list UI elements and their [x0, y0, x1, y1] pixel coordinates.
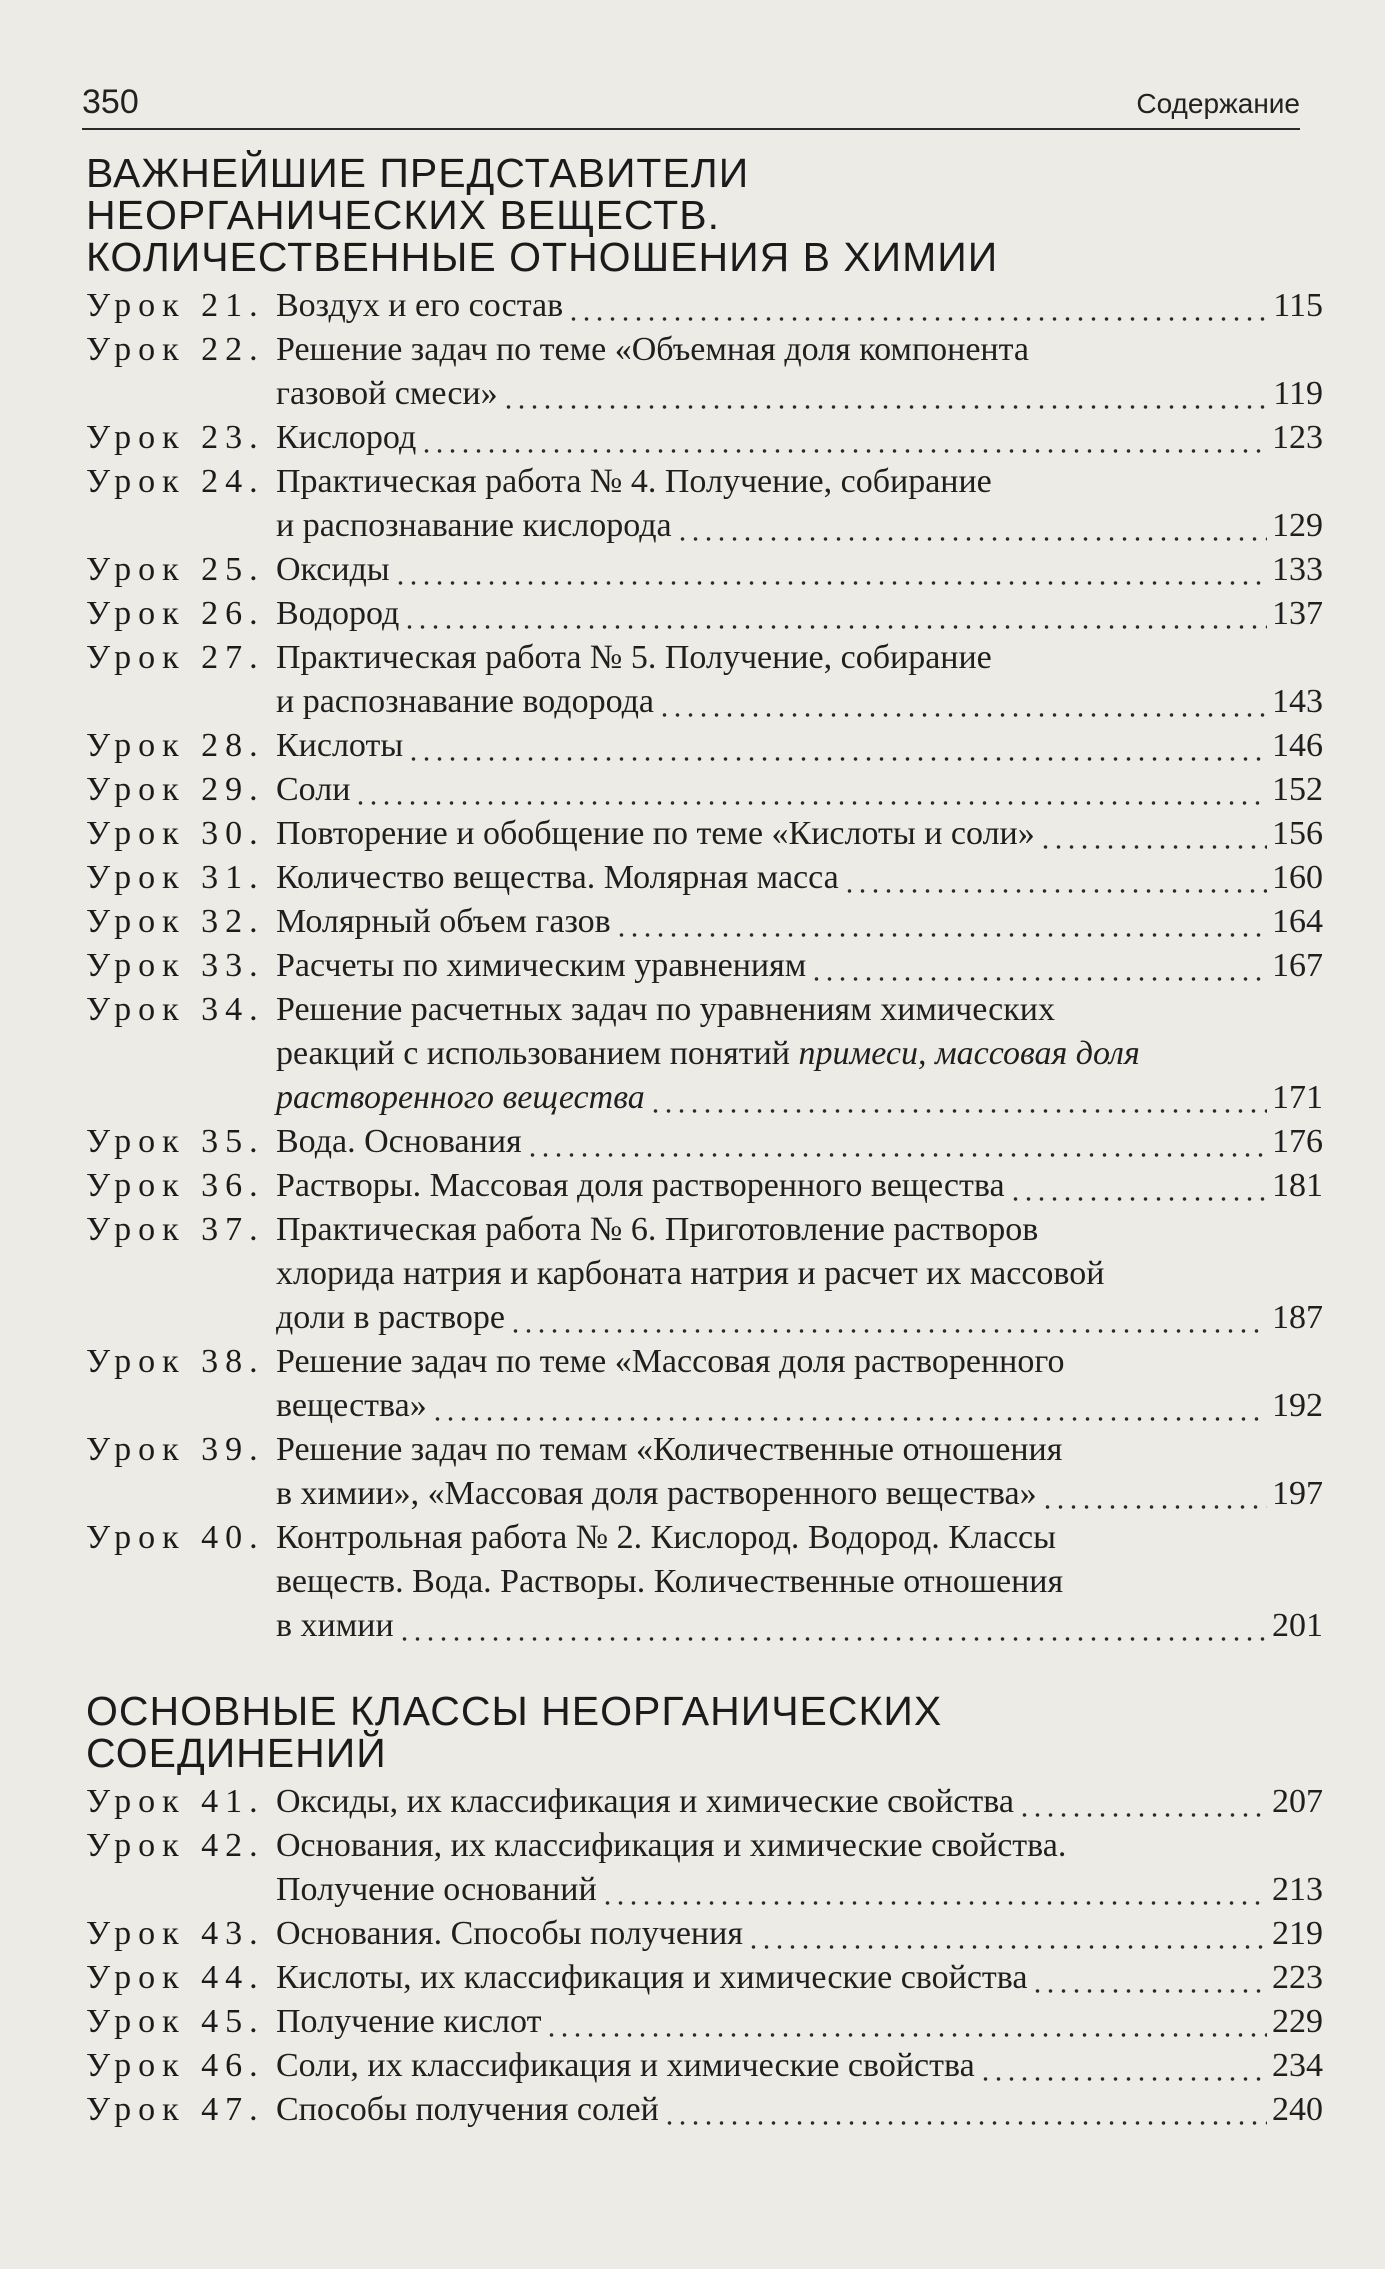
page-number: 350 — [82, 83, 139, 121]
dot-leader — [526, 1134, 1267, 1164]
entry-title-line: Воздух и его состав — [276, 287, 564, 324]
dot-leader — [1009, 1178, 1267, 1208]
entry-body — [276, 1428, 1323, 1516]
page-reference: 119 — [1273, 375, 1323, 412]
entry-last-line — [276, 416, 1323, 460]
toc-entry[interactable] — [86, 1780, 1323, 1824]
lesson-number: Урок 47. — [86, 2091, 265, 2128]
dot-leader — [843, 870, 1267, 900]
entry-last-line — [276, 2000, 1323, 2044]
page-reference: 229 — [1272, 2003, 1323, 2040]
toc-entry[interactable] — [86, 1428, 1323, 1516]
lesson-number: Урок 40. — [86, 1519, 265, 1556]
entry-body — [276, 2000, 1323, 2044]
page-reference: 160 — [1272, 859, 1323, 896]
page-reference: 213 — [1272, 1871, 1323, 1908]
toc-entry[interactable] — [86, 416, 1323, 460]
dot-leader — [394, 562, 1267, 592]
toc-entry[interactable] — [86, 636, 1323, 724]
entry-title-line: Молярный объем газов — [276, 903, 611, 940]
entry-last-line — [276, 768, 1323, 812]
lesson-number: Урок 25. — [86, 551, 265, 588]
entry-title-line: Решение задач по теме «Массовая доля растворенного — [276, 1343, 1065, 1380]
entry-body — [276, 416, 1323, 460]
dot-leader — [403, 606, 1267, 636]
entry-last-line — [276, 1120, 1323, 1164]
lesson-number: Урок 34. — [86, 991, 265, 1028]
page-reference: 143 — [1272, 683, 1323, 720]
entry-title-line: Соли — [276, 771, 351, 808]
dot-leader — [1041, 1486, 1267, 1516]
entry-title-line: Расчеты по химическим уравнениям — [276, 947, 807, 984]
toc-entry[interactable] — [86, 988, 1323, 1120]
entry-last-line — [276, 1472, 1323, 1516]
entry-title-line: Получение кислот — [276, 2003, 542, 2040]
entry-title-line: Практическая работа № 5. Получение, собирание — [276, 639, 992, 676]
page-reference: 129 — [1272, 507, 1323, 544]
entry-title-line: в химии», «Массовая доля растворенного вещества» — [276, 1475, 1037, 1512]
entry-title-line: Основания, их классификация и химические свойства. — [276, 1827, 1067, 1864]
entry-last-line — [276, 592, 1323, 636]
entry-last-line — [276, 1912, 1323, 1956]
table-of-contents — [86, 152, 1323, 2174]
lesson-number: Урок 30. — [86, 815, 265, 852]
entry-body — [276, 1824, 1323, 1912]
entry-title-line: Повторение и обобщение по теме «Кислоты и соли» — [276, 815, 1035, 852]
lesson-number: Урок 46. — [86, 2047, 265, 2084]
entry-body — [276, 856, 1323, 900]
dot-leader — [420, 430, 1267, 460]
dot-leader — [545, 2014, 1267, 2044]
page-reference: 234 — [1272, 2047, 1323, 2084]
toc-list — [86, 284, 1323, 1648]
dot-leader — [398, 1618, 1267, 1648]
entry-body — [276, 1164, 1323, 1208]
toc-entry[interactable] — [86, 2088, 1323, 2132]
lesson-number: Урок 36. — [86, 1167, 265, 1204]
entry-title-line: в химии — [276, 1607, 394, 1644]
entry-last-line — [276, 1164, 1323, 1208]
entry-last-line — [276, 548, 1323, 592]
entry-body — [276, 812, 1323, 856]
lesson-number: Урок 24. — [86, 463, 265, 500]
dot-leader — [601, 1882, 1267, 1912]
lesson-number: Урок 32. — [86, 903, 265, 940]
entry-last-line — [276, 1384, 1323, 1428]
entry-title-line: Практическая работа № 4. Получение, собирание — [276, 463, 992, 500]
lesson-number: Урок 41. — [86, 1783, 265, 1820]
lesson-number: Урок 29. — [86, 771, 265, 808]
dot-leader — [979, 2058, 1267, 2088]
entry-title-line: Оксиды — [276, 551, 390, 588]
entry-title-line: веществ. Вода. Растворы. Количественные отношения — [276, 1563, 1064, 1600]
toc-entry[interactable] — [86, 1956, 1323, 2000]
entry-last-line — [276, 900, 1323, 944]
lesson-number: Урок 31. — [86, 859, 265, 896]
lesson-number: Урок 22. — [86, 331, 265, 368]
page-reference: 176 — [1272, 1123, 1323, 1160]
entry-title-line: Способы получения солей — [276, 2091, 659, 2128]
entry-body — [276, 1120, 1323, 1164]
dot-leader — [509, 1310, 1267, 1340]
toc-entry[interactable] — [86, 724, 1323, 768]
toc-entry[interactable] — [86, 328, 1323, 416]
page-reference: 167 — [1272, 947, 1323, 984]
entry-body — [276, 1956, 1323, 2000]
entry-title-line: хлорида натрия и карбоната натрия и расчет их массовой — [276, 1255, 1105, 1292]
toc-entry[interactable] — [86, 2000, 1323, 2044]
lesson-number: Урок 44. — [86, 1959, 265, 1996]
lesson-number: Урок 43. — [86, 1915, 265, 1952]
entry-last-line — [276, 1868, 1323, 1912]
entry-title-line: Решение расчетных задач по уравнениям химических — [276, 991, 1055, 1028]
entry-title-line: и распознавание водорода — [276, 683, 655, 720]
entry-body — [276, 548, 1323, 592]
running-title: Содержание — [1136, 88, 1300, 119]
entry-title-line: Кислород — [276, 419, 417, 456]
lesson-number: Урок 23. — [86, 419, 265, 456]
page-reference: 171 — [1272, 1079, 1323, 1116]
lesson-number: Урок 45. — [86, 2003, 265, 2040]
toc-entry[interactable] — [86, 856, 1323, 900]
lesson-number: Урок 33. — [86, 947, 265, 984]
entry-last-line — [276, 1604, 1323, 1648]
lesson-number: Урок 39. — [86, 1431, 265, 1468]
dot-leader — [747, 1926, 1267, 1956]
dot-leader — [1018, 1794, 1267, 1824]
entry-title-line: Растворы. Массовая доля растворенного вещества — [276, 1167, 1005, 1204]
dot-leader — [1031, 1970, 1267, 2000]
entry-title-line: вещества» — [276, 1387, 427, 1424]
toc-entry[interactable] — [86, 900, 1323, 944]
lesson-number: Урок 28. — [86, 727, 265, 764]
entry-body — [276, 1340, 1323, 1428]
dot-leader — [502, 386, 1267, 416]
lesson-number: Урок 35. — [86, 1123, 265, 1160]
toc-entry[interactable] — [86, 2044, 1323, 2088]
toc-section — [86, 1690, 1323, 2132]
toc-entry[interactable] — [86, 1340, 1323, 1428]
toc-entry[interactable] — [86, 1516, 1323, 1648]
section-title-line: СОЕДИНЕНИЙ — [86, 1730, 387, 1776]
entry-title-line: Кислоты, их классификация и химические свойства — [276, 1959, 1028, 1996]
entry-last-line — [276, 856, 1323, 900]
toc-entry[interactable] — [86, 944, 1323, 988]
page-reference: 115 — [1273, 287, 1323, 324]
toc-entry[interactable] — [86, 460, 1323, 548]
entry-body — [276, 724, 1323, 768]
toc-list — [86, 1780, 1323, 2132]
dot-leader — [431, 1398, 1267, 1428]
toc-entry[interactable] — [86, 768, 1323, 812]
dot-leader — [658, 694, 1267, 724]
toc-entry[interactable] — [86, 1912, 1323, 1956]
entry-last-line — [276, 1780, 1323, 1824]
entry-body — [276, 944, 1323, 988]
page-reference: 146 — [1272, 727, 1323, 764]
dot-leader — [663, 2102, 1267, 2132]
lesson-number: Урок 21. — [86, 287, 265, 324]
page-reference: 164 — [1272, 903, 1323, 940]
toc-entry[interactable] — [86, 812, 1323, 856]
entry-body — [276, 1780, 1323, 1824]
entry-title-line: Решение задач по темам «Количественные отношения — [276, 1431, 1063, 1468]
page-reference: 223 — [1272, 1959, 1323, 1996]
entry-title-line: Водород — [276, 595, 400, 632]
lesson-number: Урок 42. — [86, 1827, 265, 1864]
entry-title-line: Кислоты — [276, 727, 404, 764]
entry-last-line — [276, 1956, 1323, 2000]
entry-title-line: Практическая работа № 6. Приготовление растворов — [276, 1211, 1039, 1248]
dot-leader — [649, 1090, 1267, 1120]
dot-leader — [810, 958, 1267, 988]
entry-body — [276, 900, 1323, 944]
lesson-number: Урок 38. — [86, 1343, 265, 1380]
page-reference: 156 — [1272, 815, 1323, 852]
entry-body — [276, 768, 1323, 812]
page-reference: 133 — [1272, 551, 1323, 588]
entry-body — [276, 988, 1323, 1120]
page-header — [82, 58, 1300, 130]
entry-body — [276, 2044, 1323, 2088]
page-reference: 152 — [1272, 771, 1323, 808]
dot-leader — [567, 298, 1267, 328]
section-title — [86, 1690, 1323, 1774]
toc-section — [86, 152, 1323, 1648]
dot-leader — [1039, 826, 1267, 856]
entry-title-line: Основания. Способы получения — [276, 1915, 743, 1952]
entry-last-line — [276, 1296, 1323, 1340]
section-title-line: КОЛИЧЕСТВЕННЫЕ ОТНОШЕНИЯ В ХИМИИ — [86, 234, 999, 280]
page-reference: 240 — [1272, 2091, 1323, 2128]
entry-title-line: Количество вещества. Молярная масса — [276, 859, 839, 896]
entry-title-line: доли в растворе — [276, 1299, 506, 1336]
lesson-number: Урок 27. — [86, 639, 265, 676]
entry-body — [276, 1208, 1323, 1340]
entry-last-line — [276, 2044, 1323, 2088]
page-reference: 207 — [1272, 1783, 1323, 1820]
page-reference: 197 — [1272, 1475, 1323, 1512]
section-title-line: НЕОРГАНИЧЕСКИХ ВЕЩЕСТВ. — [86, 192, 720, 238]
lesson-number: Урок 37. — [86, 1211, 265, 1248]
entry-last-line — [276, 724, 1323, 768]
entry-title-line: Решение задач по теме «Объемная доля компонента — [276, 331, 1029, 368]
entry-last-line — [276, 2088, 1323, 2132]
toc-entry[interactable] — [86, 548, 1323, 592]
section-title — [86, 152, 1323, 278]
entry-title-line: реакций с использованием понятий примеси, массовая доля — [276, 1035, 1140, 1072]
toc-entry[interactable] — [86, 1120, 1323, 1164]
entry-title-line: и распознавание кислорода — [276, 507, 672, 544]
section-title-line: ВАЖНЕЙШИЕ ПРЕДСТАВИТЕЛИ — [86, 150, 750, 196]
entry-body — [276, 636, 1323, 724]
entry-last-line — [276, 944, 1323, 988]
entry-last-line — [276, 504, 1323, 548]
entry-title-line: Вода. Основания — [276, 1123, 522, 1160]
toc-entry[interactable] — [86, 284, 1323, 328]
entry-last-line — [276, 812, 1323, 856]
entry-last-line — [276, 1076, 1323, 1120]
entry-title-line: газовой смеси» — [276, 375, 498, 412]
entry-body — [276, 592, 1323, 636]
italic-term: примеси, массовая доля — [798, 1035, 1140, 1072]
entry-last-line — [276, 680, 1323, 724]
dot-leader — [354, 782, 1267, 812]
entry-last-line — [276, 372, 1323, 416]
page-reference: 192 — [1272, 1387, 1323, 1424]
dot-leader — [407, 738, 1267, 768]
lesson-number: Урок 26. — [86, 595, 265, 632]
entry-body — [276, 1912, 1323, 1956]
page-reference: 123 — [1272, 419, 1323, 456]
entry-title-line: Получение оснований — [276, 1871, 597, 1908]
entry-body — [276, 460, 1323, 548]
dot-leader — [676, 518, 1267, 548]
entry-body — [276, 2088, 1323, 2132]
entry-title-line: Контрольная работа № 2. Кислород. Водород. Классы — [276, 1519, 1056, 1556]
entry-last-line — [276, 284, 1323, 328]
entry-body — [276, 1516, 1323, 1648]
toc-entry[interactable] — [86, 1824, 1323, 1912]
dot-leader — [615, 914, 1267, 944]
page-reference: 181 — [1272, 1167, 1323, 1204]
toc-entry[interactable] — [86, 592, 1323, 636]
entry-title-line: растворенного вещества — [276, 1079, 645, 1116]
toc-entry[interactable] — [86, 1164, 1323, 1208]
entry-title-line: Соли, их классификация и химические свойства — [276, 2047, 975, 2084]
entry-body — [276, 328, 1323, 416]
entry-body — [276, 284, 1323, 328]
entry-title-line: Оксиды, их классификация и химические свойства — [276, 1783, 1014, 1820]
page-reference: 219 — [1272, 1915, 1323, 1952]
section-title-line: ОСНОВНЫЕ КЛАССЫ НЕОРГАНИЧЕСКИХ — [86, 1688, 943, 1734]
page-reference: 137 — [1272, 595, 1323, 632]
page-reference: 187 — [1272, 1299, 1323, 1336]
page-reference: 201 — [1272, 1607, 1323, 1644]
toc-entry[interactable] — [86, 1208, 1323, 1340]
